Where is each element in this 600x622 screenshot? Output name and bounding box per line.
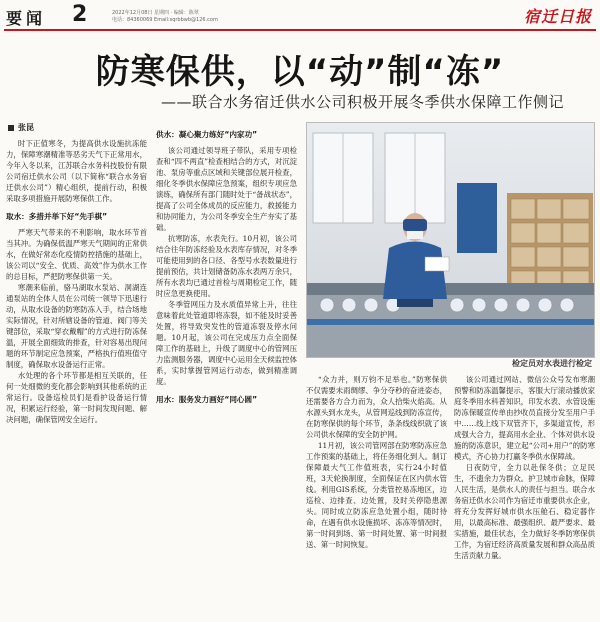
header-divider [4,29,596,31]
section-name: 要闻 [6,9,47,28]
subheadline: ——联合水务宿迁供水公司积极开展冬季供水保障工作侧记 [160,93,564,111]
text-column-4 [454,374,595,618]
paragraph: 抗寒防冻，水表先行。10月初，该公司结合往年防冻经验及水表库存情况，对冬季可能使用到的各口径、各型号水表数量进行提前预估，共计划储备防冻水表两万余只，所有水表均已通过首检与周期检定工作，随时应急更换使用。 [156,234,297,298]
meter-inspection-photo-icon [307,123,595,358]
text-column-2 [156,122,297,618]
paragraph: “众力并，则万钧不足举也。”防寒保供不仅需要未雨绸缪、争分夺秒的奋进姿态，还需要各方合力而为，众人拾柴火焰高。从水源头到水龙头，从管网巡线到防冻宣传，在防寒保供的每个环节，条条线线织就了该公司供水保障的安全防护网。 [306,375,447,439]
paragraph: 该公司通过网站、微信公众号发布寒潮预警和防冻温馨提示，客服大厅滚动播放家庭冬季用水科普知识，印发水表、水管设施防冻保暖宣传单由抄收员直接分发至用户手中……线上线下双管齐下，多渠道宣传，形成强大合力，提高用水企业、个体对供水设施的防冻意识，建立起“公司+用户”的防寒模式，齐心协力打赢冬季供水保障战。 [454,375,595,461]
section-title-usage: 用水：服务发力画好“同心圆” [156,395,258,404]
paragraph: 严寒天气带来的不利影响，取水环节首当其冲。为确保低温严寒天气期间的正常供水，在做好常态化疫情防控措施的基础上，该公司以“安全、优质、高效”作为供水工作的总目标，严把防寒保供第一关。 [6,228,147,281]
square-bullet-icon [8,125,14,131]
paragraph: 水处理的各个环节都是相互关联的，任何一处细微的变化都会影响到其他系统的正常运行。设备巡检员们是看护设备运行情况，积累运行经验，第一时间发现问题、解决问题，确保管网安全运行。 [6,371,147,424]
brand-logo: 宿迁日报 [523,7,592,26]
paragraph: 11月初，该公司管网部在防寒防冻应急工作预案的基础上，将任务细化到人。制订保障最大气工作值班表，实行24小时值班，3天轮换制度，全面保证在区内供水管线。利用GIS系统，分类管控易冻地区，边巡检、边排查、边处置，及时关停隐患源头。同时成立防冻应急处置小组，随时待命，在遇有供水设施损坏、冻冻等情况时，第一时间到场、第一时间处置、第一时间报送、第一时间恢复。 [306,441,447,549]
paragraph: 冬季管网压力及水质值异常上升，往往意味着此处管道即将冻裂，如不能及时妥善处置，将导致突发性的管道冻裂及停水问题。10月起，该公司在完成压力点全面保障工作的基础上，升级了调度中心的管网压力监测服务器，调度中心运用全天候监控体系，实时掌握管网运行动态，做到精准调度。 [156,300,297,386]
page-number: 2 [72,2,88,27]
text-column-3 [306,374,447,618]
section-title-intake: 取水：多措并举下好“先手棋” [6,212,108,221]
byline: 张昆 [8,122,147,133]
paragraph: 寒潮来临前，骆马湖取水泵站、洞湖连通泵站的全体人员在公司统一领导下迅速行动，从取水设备的防寒防冻入手，结合场地实际情况，针对所辖设备的管道、阀门等关键部位，采取“穿衣戴帽”的方式进行防冻保温，开展全面细致的排查，针对容易出现问题的环节制定应急预案，严格执行值班值守制度，确保取水设备运行正常。 [6,283,147,369]
paragraph: 该公司通过领导班子带队，采用专项检查和“四不两直”检查相结合的方式，对沉淀池、泵房等重点区域和关键部位展开检查，细化冬季供水保障应急预案，组织专项应急演练，确保所有部门随时处于“备战状态”，提高了公司全体成员的反应能力，救援能力和协同能力，为公司冬季安全生产夯实了基础。 [156,146,297,232]
date-line: 2022年12月08日 星期四 · 编辑：陈翠 [112,10,199,16]
photo-caption: 检定员对水表进行检定 [512,359,592,368]
email-line: 电话：84360069 Email:sqrbbwb@126.com [112,17,218,23]
section-title-supply: 供水：凝心聚力练好“内家功” [156,130,258,139]
intro-paragraph: 时下正值寒冬，为提高供水设施抗冻能力，保障寒潮精准等恶劣天气下正常用水，今年入冬以来，江苏联合水务科技股份有限公司宿迁供水公司（以下简称“联合水务宿迁供水公司”）精心组织，提前行动，积极采取多项措施开展防寒保供工作。 [6,139,147,203]
page-header [0,0,600,30]
article-photo [306,122,595,358]
headline: 防寒保供，以“动”制“冻” [95,52,505,92]
paragraph: 日夜防守，全力以赴保冬供；立足民生，不遗余力为群众。护卫城市命脉，保障人民生活，是供水人的责任与担当。联合水务宿迁供水公司作为宿迁市重要供水企业，将充分发挥好城市供水压舱石、稳定器作用，以最高标准、最强组织、最严要求、最实措施，最佳状态，全力做好冬季防寒保供工作，为宿迁经济高质量发展和群众高品质生活贡献力量。 [454,463,595,560]
text-column-1 [6,122,147,618]
